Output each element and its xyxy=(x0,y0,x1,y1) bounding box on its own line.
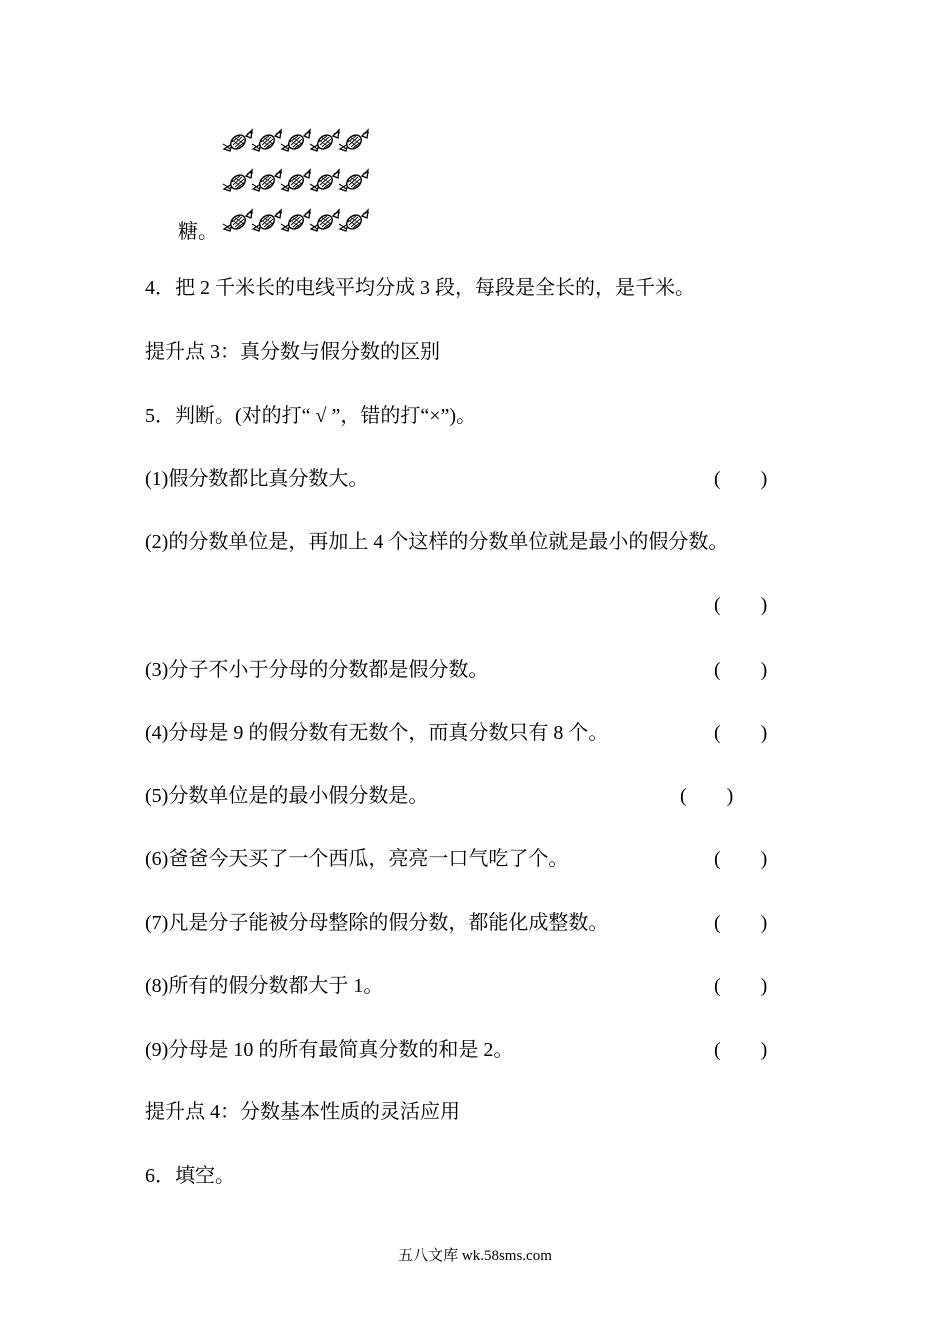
candy-icon xyxy=(281,130,311,152)
answer-blank-7[interactable]: ( ) xyxy=(714,912,768,934)
candy-icon xyxy=(281,170,311,192)
q5-item-2: (2)的分数单位是，再加上 4 个这样的分数单位就是最小的假分数。 xyxy=(145,531,729,553)
section-heading-3: 提升点 3：真分数与假分数的区别 xyxy=(145,341,440,363)
question-6: 6．填空。 xyxy=(145,1165,235,1187)
answer-blank-9[interactable]: ( ) xyxy=(714,1039,768,1061)
answer-blank-2[interactable]: ( ) xyxy=(714,594,768,616)
section-heading-4: 提升点 4：分数基本性质的灵活应用 xyxy=(145,1101,460,1123)
candy-icon xyxy=(310,210,340,232)
q5-item-3: (3)分子不小于分母的分数都是假分数。 xyxy=(145,659,489,681)
candy-illustration xyxy=(220,120,370,245)
candy-suffix-text: 糖。 xyxy=(178,221,218,243)
answer-blank-1[interactable]: ( ) xyxy=(714,468,768,490)
q5-item-8: (8)所有的假分数都大于 1。 xyxy=(145,975,384,997)
answer-blank-3[interactable]: ( ) xyxy=(714,659,768,681)
candy-icon xyxy=(223,170,253,192)
candy-icon xyxy=(223,210,253,232)
q5-item-6: (6)爸爸今天买了一个西瓜，亮亮一口气吃了个。 xyxy=(145,848,569,870)
page-footer: 五八文库 wk.58sms.com xyxy=(398,1248,552,1264)
candy-icon xyxy=(310,170,340,192)
candy-icon xyxy=(310,130,340,152)
candy-icon xyxy=(252,210,282,232)
answer-blank-5[interactable]: ( ) xyxy=(680,785,734,807)
candy-icon xyxy=(339,130,369,152)
candy-icon xyxy=(252,130,282,152)
q5-item-1: (1)假分数都比真分数大。 xyxy=(145,468,369,490)
q5-item-9: (9)分母是 10 的所有最简真分数的和是 2。 xyxy=(145,1039,514,1061)
candy-icon xyxy=(223,130,253,152)
candy-icon xyxy=(339,170,369,192)
answer-blank-4[interactable]: ( ) xyxy=(714,722,768,744)
q5-item-4: (4)分母是 9 的假分数有无数个，而真分数只有 8 个。 xyxy=(145,722,609,744)
candy-icon xyxy=(281,210,311,232)
candy-icon xyxy=(252,170,282,192)
question-4: 4．把 2 千米长的电线平均分成 3 段，每段是全长的，是千米。 xyxy=(145,277,695,299)
candy-icon xyxy=(339,210,369,232)
q5-item-7: (7)凡是分子能被分母整除的假分数，都能化成整数。 xyxy=(145,912,609,934)
q5-item-5: (5)分数单位是的最小假分数是。 xyxy=(145,785,429,807)
answer-blank-8[interactable]: ( ) xyxy=(714,975,768,997)
question-5-title: 5．判断。(对的打“ √ ”，错的打“×”)。 xyxy=(145,405,477,427)
answer-blank-6[interactable]: ( ) xyxy=(714,848,768,870)
